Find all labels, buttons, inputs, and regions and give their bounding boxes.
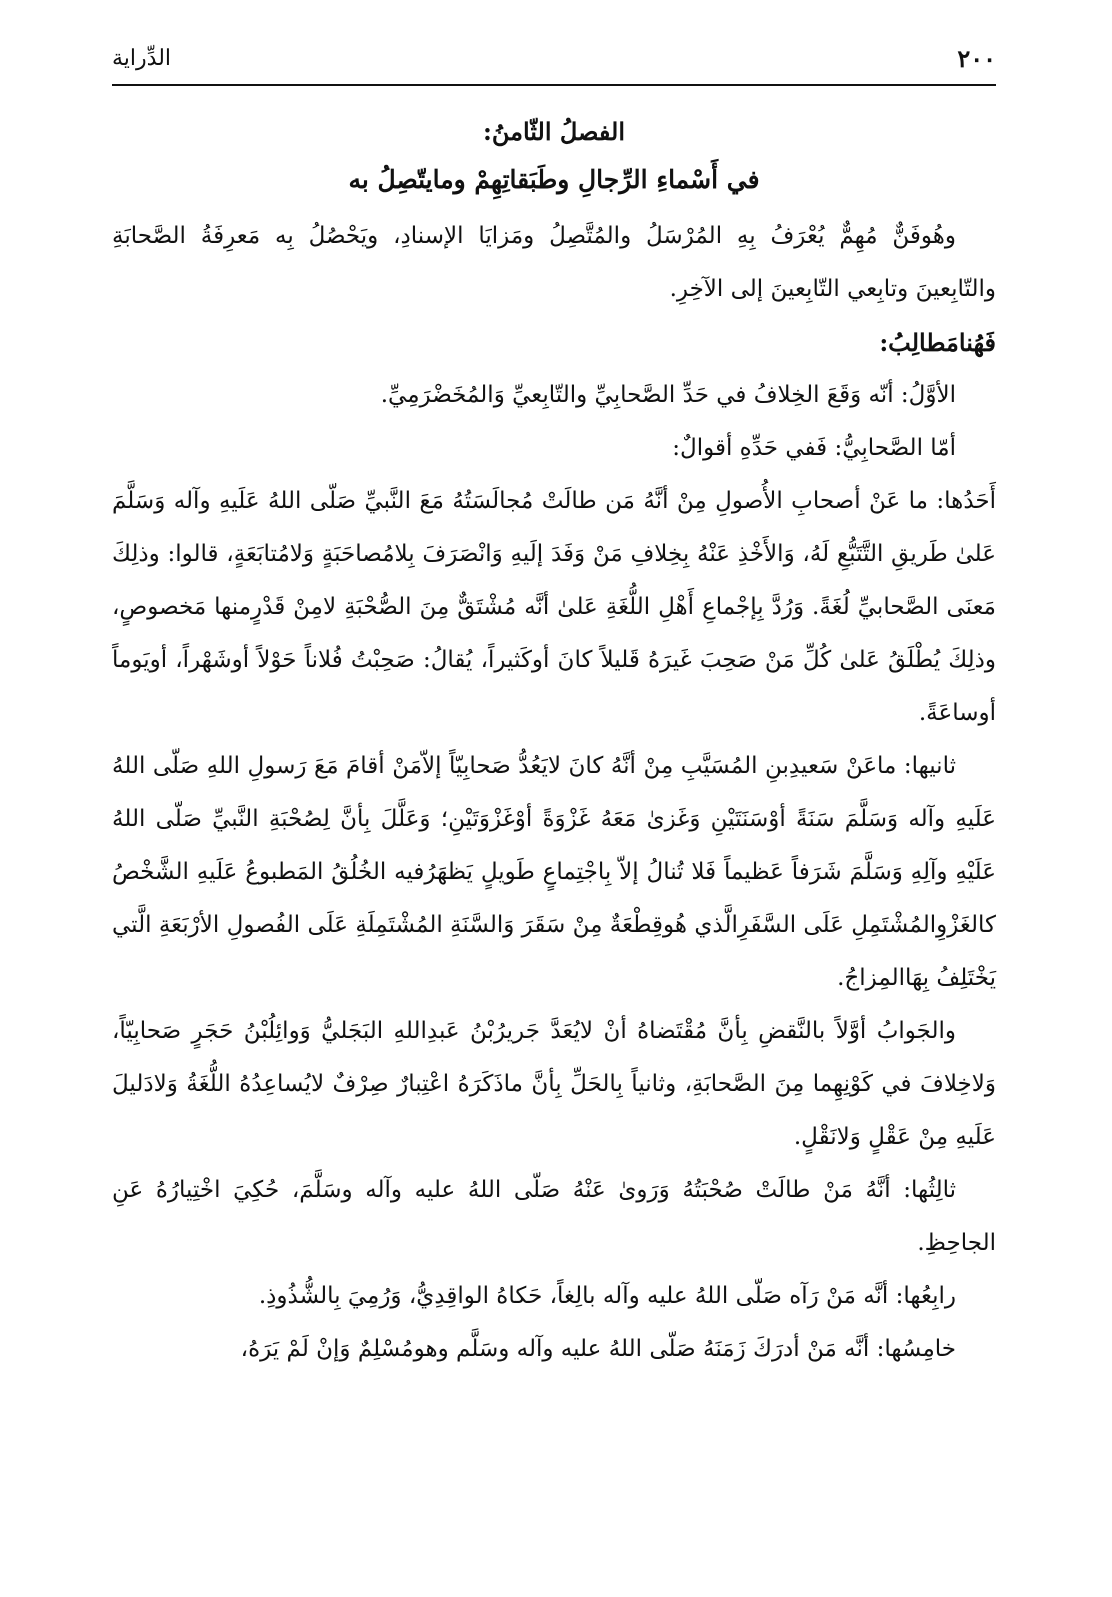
page-number: ٢٠٠ [957,43,996,73]
third-opinion-paragraph: ثالِثُها: أنَّهُ مَنْ طالَتْ صُحْبَتُهُ وَرَوىٰ عَنْهُ صَلّى اللهُ عليه وآله وسَلَّمَ، حُكِيَ اخْتِيارُهُ عَنِ الجاحِظِ. [112,1177,996,1256]
reply-paragraph: والجَوابُ أوَّلاً بالنَّقضِ بِأنَّ مُقْتَضاهُ أنْ لايُعَدَّ جَريرُبْنُ عَبدِاللهِ البَجَليُّ وَوائِلُبْنُ حَجَرٍ صَحابِيّاً، وَلاخِلافَ في كَوْنِهِما مِنَ الصَّحابَةِ، وثانياً بِالحَلِّ بِأنَّ ماذَكَرَهُ اعْتِبارٌ صِرْفٌ لايُساعِدُهُ اللُّغَةُ وَلادَليلَ عَلَيهِ مِنْ عَقْلٍ وَلانَقْلٍ. [112,1018,996,1150]
second-opinion-paragraph: ثانيها: ماعَنْ سَعيدِبنِ المُسَيَّبِ مِنْ أنَّهُ كانَ لايَعُدُّ صَحابِيّاً إلاّمَنْ أقامَ مَعَ رَسولِ اللهِ صَلّى اللهُ عَلَيهِ وآله وَسَلَّمَ سَنَةً أوْسَنَتَيْنِ وَغَزىٰ مَعَهُ غَزْوَةً أوْغَزْوَتَيْنِ؛ وَعَلَّلَ بِأنَّ لِصُحْبَةِ النَّبيِّ صَلّى اللهُ عَلَيْهِ وآلِهِ وَسَلَّمَ شَرَفاً عَظيماً فَلا تُنالُ إلاّ بِاجْتِماعٍ طَويلٍ يَظهَرُفيه الخُلُقُ المَطبوعُ عَلَيهِ الشَّخْصُ كالغَزْوِالمُشْتَمِلِ عَلَى السَّفَرِالَّذي هُوقِطْعَةٌ مِنْ سَقَرَ وَالسَّنَةِ المُشْتَمِلَةِ عَلَى الفُصولِ الأرْبَعَةِ الَّتي يَخْتَلِفُ بِهَاالمِزاجُ. [112,753,996,991]
chapter-subtitle: في أَسْماءِ الرِّجالِ وطَبَقاتِهِمْ ومايتّصِلُ به [348,165,760,194]
fifth-opinion-paragraph: خامِسُها: أنَّه مَنْ أدرَكَ زَمَنَهُ صَلّى اللهُ عليه وآله وسَلَّم وهومُسْلِمٌ وَإنْ لَمْ يَرَهُ، [240,1336,956,1362]
first-matlab-paragraph: الأوَّلُ: أنّه وَقَعَ الخِلافُ في حَدِّ الصَّحابِيِّ والتّابِعيِّ وَالمُخَضْرَمِيِّ. [380,382,956,408]
sahabi-intro-paragraph: أمّا الصَّحابِيُّ: فَفي حَدِّهِ أقوالٌ: [672,435,956,461]
book-title: الدِّراية [112,45,172,71]
header-rule [112,84,996,86]
page-body [112,108,996,1376]
fourth-opinion-paragraph: رابِعُها: أنَّه مَنْ رَآه صَلّى اللهُ عليه وآله بالِغاً، حَكاهُ الواقِدِيُّ، وَرُمِيَ بِالشُّذُوذِ. [258,1283,956,1309]
intro-paragraph: وهُوفَنٌّ مُهِمٌّ يُعْرَفُ بِهِ المُرْسَلُ والمُتَّصِلُ ومَزايَا الإسنادِ، ويَحْصُلُ بِه مَعرِفَةُ الصَّحابَةِ والتّابِعينَ وتابِعي التّابِعينَ إلى الآخِرِ. [112,223,996,302]
chapter-title: الفصلُ الثّامنُ: [483,117,625,146]
first-opinion-paragraph: أَحَدُها: ما عَنْ أصحابِ الأُصولِ مِنْ أنَّهُ مَن طالَتْ مُجالَسَتُهُ مَعَ النَّبيِّ صَلّى اللهُ عَلَيهِ وآله وَسَلَّمَ عَلىٰ طَريقِ التَّتَبُّعِ لَهُ، وَالأَخْذِ عَنْهُ بِخِلافِ مَنْ وَفَدَ إلَيهِ وَانْصَرَفَ بِلامُصاحَبَةٍ وَلامُتابَعَةٍ، قالوا: وذلِكَ مَعنَى الصَّحابيِّ لُغَةً. وَرُدَّ بِإجْماعِ أَهْلِ اللُّغَةِ عَلىٰ أنَّه مُشْتَقٌّ مِنَ الصُّحْبَةِ لامِنْ قَدْرٍمنها مَخصوصٍ، وذلِكَ يُطْلَقُ عَلىٰ كُلِّ مَنْ صَحِبَ غَيرَهُ قَليلاً كانَ أوكَثيراً، يُقالُ: صَحِبْتُ فُلاناً حَوْلاً أوشَهْراً، أويَوماً أوساعَةً. [112,488,996,726]
running-header [112,38,996,78]
matalib-heading: فَهُنامَطالِبُ: [879,328,996,357]
